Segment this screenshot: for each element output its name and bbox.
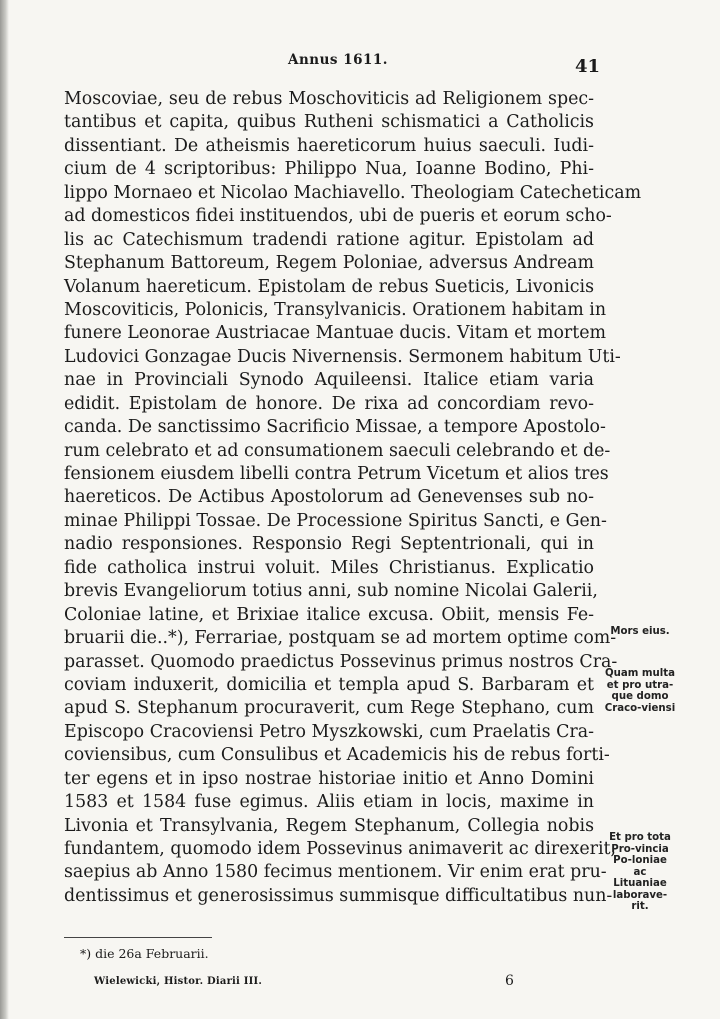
text-line: edidit. Epistolam de honore. De rixa ad concordiam revo-: [64, 393, 594, 414]
text-line: lis ac Catechismum tradendi ratione agitur. Epistolam ad: [64, 229, 594, 250]
text-line: coviensibus, cum Consulibus et Academicis his de rebus forti-: [64, 745, 610, 766]
text-line: coviam induxerit, domicilia et templa apud S. Barbaram et: [64, 674, 594, 695]
text-line: rum celebrato et ad consumationem saeculi celebrando et de-: [64, 440, 611, 461]
text-line: saepius ab Anno 1580 fecimus mentionem. Vir enim erat pru-: [64, 862, 607, 883]
printer-signature: Wielewicki, Histor. Diarii III.: [94, 976, 263, 987]
text-line: dissentiant. De atheismis haereticorum huius saeculi. Iudi-: [64, 135, 594, 156]
text-line: haereticos. De Actibus Apostolorum ad Genevenses sub no-: [64, 487, 594, 508]
footnote: *) die 26a Februarii.: [80, 946, 209, 961]
text-line: Ludovici Gonzagae Ducis Nivernensis. Sermonem habitum Uti-: [64, 346, 621, 367]
margin-note-cracow: Quam multa et pro utra-que domo Craco-viensi: [604, 668, 676, 714]
text-line: parasset. Quomodo praedictus Possevinus primus nostros Cra-: [64, 651, 618, 672]
signature-number: 6: [505, 973, 514, 989]
footnote-divider: [64, 937, 212, 938]
text-line: tantibus et capita, quibus Rutheni schismatici a Catholicis: [64, 112, 594, 133]
text-line: bruarii die..*), Ferrariae, postquam se ad mortem optime com-: [64, 628, 617, 649]
text-line: Volanum haereticum. Epistolam de rebus Sueticis, Livonicis: [64, 276, 594, 297]
scanned-page-edge: [0, 0, 9, 1019]
margin-note-province: Et pro tota Pro-vincia Po-loniae ac Lituaniae laborave-rit.: [609, 832, 671, 912]
page-header: [0, 52, 720, 76]
text-line: canda. De sanctissimo Sacrificio Missae, a tempore Apostolo-: [64, 417, 606, 438]
text-line: apud S. Stephanum procuraverit, cum Rege Stephano, cum: [64, 698, 594, 719]
text-line: Livonia et Transylvania, Regem Stephanum, Collegia nobis: [64, 815, 594, 836]
margin-note-death: Mors eius.: [610, 626, 670, 637]
text-line: Moscoviae, seu de rebus Moschoviticis ad Religionem spec-: [64, 89, 594, 109]
running-head: Annus 1611.: [288, 52, 388, 68]
text-line: fide catholica instrui voluit. Miles Christianus. Explicatio: [64, 557, 594, 578]
text-line: fundantem, quomodo idem Possevinus animaverit ac direxerit,: [64, 839, 617, 859]
text-line: ter egens et in ipso nostrae historiae initio et Anno Domini: [64, 768, 594, 789]
text-line: fensionem eiusdem libelli contra Petrum Vicetum et alios tres: [64, 464, 609, 484]
text-line: lippo Mornaeo et Nicolao Machiavello. Theologiam Catecheticam: [64, 182, 642, 203]
text-line: nadio responsiones. Responsio Regi Septentrionali, qui in: [64, 534, 594, 555]
text-line: funere Leonorae Austriacae Mantuae ducis. Vitam et mortem: [64, 323, 606, 344]
text-line: nae in Provinciali Synodo Aquileensi. Italice etiam varia: [64, 370, 594, 391]
text-line: Stephanum Battoreum, Regem Poloniae, adversus Andream: [64, 253, 594, 274]
text-line: Moscoviticis, Polonicis, Transylvanicis. Orationem habitam in: [64, 299, 607, 320]
text-line: 1583 et 1584 fuse egimus. Aliis etiam in locis, maxime in: [64, 792, 594, 813]
text-line: Coloniae latine, et Brixiae italice excusa. Obiit, mensis Fe-: [64, 604, 594, 625]
text-line: brevis Evangeliorum totius anni, sub nomine Nicolai Galerii,: [64, 581, 598, 602]
page-number: 41: [575, 56, 601, 77]
text-line: Episcopo Cracoviensi Petro Myszkowski, cum Praelatis Cra-: [64, 721, 594, 742]
text-line: dentissimus et generosissimus summisque difficultatibus nun-: [64, 885, 613, 906]
text-line: minae Philippi Tossae. De Processione Spiritus Sancti, e Gen-: [64, 510, 607, 531]
text-line: cium de 4 scriptoribus: Philippo Nua, Ioanne Bodino, Phi-: [64, 159, 594, 180]
text-line: ad domesticos fidei instituendos, ubi de pueris et eorum scho-: [64, 206, 612, 227]
